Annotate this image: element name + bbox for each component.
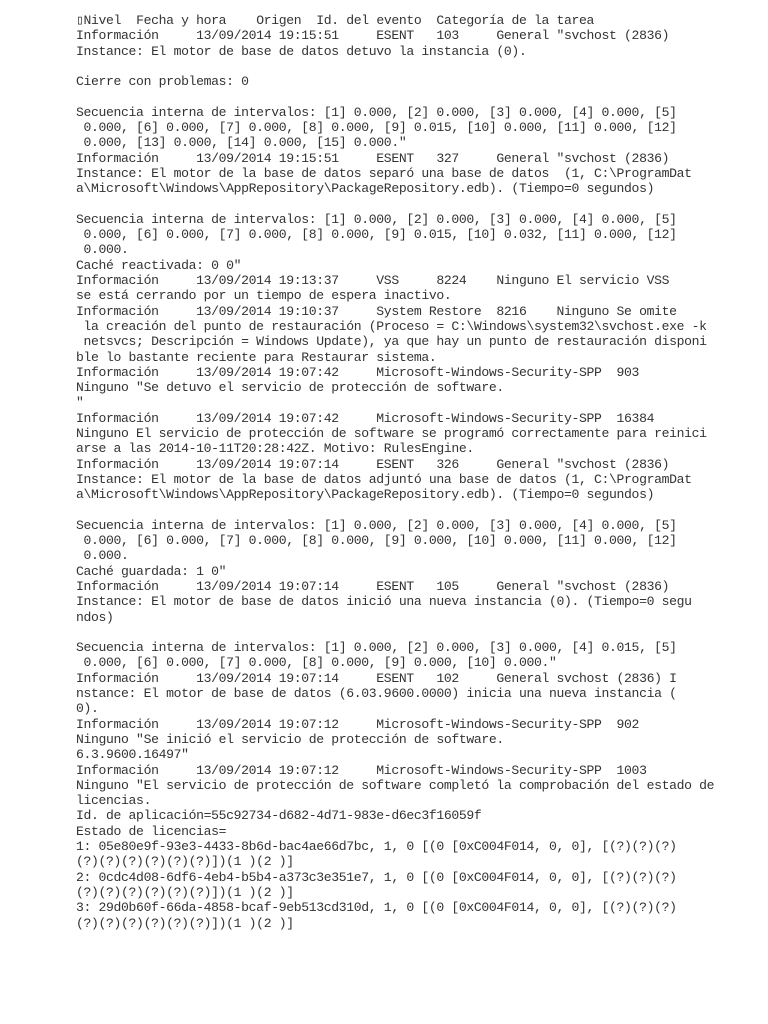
log-line bbox=[76, 625, 766, 640]
log-line bbox=[76, 59, 766, 74]
log-line: Información 13/09/2014 19:07:12 Microsoft-Windows-Security-SPP 1003 bbox=[76, 762, 647, 778]
log-line: Información 13/09/2014 19:07:14 ESENT 326 General "svchost (2836) bbox=[76, 456, 670, 472]
log-line: 0.000. bbox=[76, 548, 129, 564]
log-line: Ninguno El servicio de protección de software se programó correctamente para reinici bbox=[76, 426, 707, 442]
log-line: 1: 05e80e9f-93e3-4433-8b6d-bac4ae66d7bc, 1, 0 [(0 [0xC004F014, 0, 0], [(?)(?)(?) bbox=[76, 839, 677, 855]
log-line: 2: 0cdc4d08-6df6-4eb4-b5b4-a373c3e351e7, 1, 0 [(0 [0xC004F014, 0, 0], [(?)(?)(?) bbox=[76, 869, 677, 885]
log-line: Id. de aplicación=55c92734-d682-4d71-983e-d6ec3f16059f bbox=[76, 808, 482, 824]
log-line: Información 13/09/2014 19:07:42 Microsoft-Windows-Security-SPP 16384 bbox=[76, 410, 655, 426]
log-line: ble lo bastante reciente para Restaurar sistema. bbox=[76, 349, 437, 365]
log-line: Información 13/09/2014 19:07:14 ESENT 105 General "svchost (2836) bbox=[76, 578, 670, 594]
log-line: licencias. bbox=[76, 793, 152, 809]
log-line: Secuencia interna de intervalos: [1] 0.000, [2] 0.000, [3] 0.000, [4] 0.000, [5] bbox=[76, 517, 677, 533]
log-line bbox=[76, 503, 766, 518]
log-line: Ninguno "Se inició el servicio de protección de software. bbox=[76, 731, 504, 747]
log-line: 0.000, [6] 0.000, [7] 0.000, [8] 0.000, [9] 0.000, [10] 0.000, [11] 0.000, [12] bbox=[76, 533, 677, 549]
event-log-text bbox=[76, 13, 766, 931]
log-line: netsvcs; Descripción = Windows Update), ya que hay un punto de restauración disponi bbox=[76, 334, 707, 350]
log-line bbox=[76, 197, 766, 212]
log-line: (?)(?)(?)(?)(?)(?)])(1 )(2 )] bbox=[76, 854, 294, 870]
log-line: 0.000. bbox=[76, 242, 129, 258]
log-line: ndos) bbox=[76, 609, 114, 625]
log-line: Información 13/09/2014 19:07:12 Microsoft-Windows-Security-SPP 902 bbox=[76, 716, 640, 732]
log-line: 0). bbox=[76, 701, 99, 717]
log-line: arse a las 2014-10-11T20:28:42Z. Motivo: RulesEngine. bbox=[76, 441, 474, 457]
log-line: Ninguno "Se detuvo el servicio de protección de software. bbox=[76, 380, 504, 396]
log-line: Instance: El motor de la base de datos separó una base de datos (1, C:\ProgramDat bbox=[76, 165, 692, 181]
log-line: Instance: El motor de base de datos inició una nueva instancia (0). (Tiempo=0 segu bbox=[76, 594, 692, 610]
log-line: la creación del punto de restauración (Proceso = C:\Windows\system32\svchost.exe -k bbox=[76, 318, 707, 334]
log-line: se está cerrando por un tiempo de espera inactivo. bbox=[76, 288, 452, 304]
log-line: Caché guardada: 1 0" bbox=[76, 563, 227, 579]
log-line: Ninguno "El servicio de protección de software completó la comprobación del estado de bbox=[76, 777, 715, 793]
log-line: ▯Nivel Fecha y hora Origen Id. del evento Categoría de la tarea bbox=[76, 13, 595, 28]
log-line: a\Microsoft\Windows\AppRepository\PackageRepository.edb). (Tiempo=0 segundos) bbox=[76, 487, 655, 503]
log-line: Estado de licencias= bbox=[76, 823, 227, 839]
log-line: Instance: El motor de base de datos detuvo la instancia (0). bbox=[76, 43, 527, 59]
log-line: Información 13/09/2014 19:15:51 ESENT 327 General "svchost (2836) bbox=[76, 150, 670, 166]
log-line: Secuencia interna de intervalos: [1] 0.000, [2] 0.000, [3] 0.000, [4] 0.015, [5] bbox=[76, 640, 677, 656]
log-line: Información 13/09/2014 19:10:37 System Restore 8216 Ninguno Se omite bbox=[76, 303, 677, 319]
log-line: Caché reactivada: 0 0" bbox=[76, 257, 242, 273]
log-line: a\Microsoft\Windows\AppRepository\PackageRepository.edb). (Tiempo=0 segundos) bbox=[76, 181, 655, 197]
log-line: Secuencia interna de intervalos: [1] 0.000, [2] 0.000, [3] 0.000, [4] 0.000, [5] bbox=[76, 104, 677, 120]
log-line: Secuencia interna de intervalos: [1] 0.000, [2] 0.000, [3] 0.000, [4] 0.000, [5] bbox=[76, 211, 677, 227]
log-line: (?)(?)(?)(?)(?)(?)])(1 )(2 )] bbox=[76, 884, 294, 900]
log-line: nstance: El motor de base de datos (6.03.9600.0000) inicia una nueva instancia ( bbox=[76, 686, 677, 702]
log-line: 3: 29d0b60f-66da-4858-bcaf-9eb513cd310d, 1, 0 [(0 [0xC004F014, 0, 0], [(?)(?)(?) bbox=[76, 900, 677, 916]
log-line: 0.000, [13] 0.000, [14] 0.000, [15] 0.000." bbox=[76, 135, 407, 151]
log-line: Cierre con problemas: 0 bbox=[76, 74, 249, 90]
log-line: 0.000, [6] 0.000, [7] 0.000, [8] 0.000, [9] 0.015, [10] 0.000, [11] 0.000, [12] bbox=[76, 120, 677, 136]
log-line: (?)(?)(?)(?)(?)(?)])(1 )(2 )] bbox=[76, 915, 294, 931]
log-line: Información 13/09/2014 19:15:51 ESENT 103 General "svchost (2836) bbox=[76, 28, 670, 44]
log-line: Instance: El motor de la base de datos adjuntó una base de datos (1, C:\ProgramDat bbox=[76, 471, 692, 487]
log-line: Información 13/09/2014 19:07:42 Microsoft-Windows-Security-SPP 903 bbox=[76, 364, 640, 380]
log-line: " bbox=[76, 395, 84, 411]
log-line: 0.000, [6] 0.000, [7] 0.000, [8] 0.000, [9] 0.015, [10] 0.032, [11] 0.000, [12] bbox=[76, 227, 677, 243]
log-line: Información 13/09/2014 19:13:37 VSS 8224 Ninguno El servicio VSS bbox=[76, 273, 670, 289]
log-line: Información 13/09/2014 19:07:14 ESENT 102 General svchost (2836) I bbox=[76, 670, 677, 686]
log-line: 6.3.9600.16497" bbox=[76, 747, 189, 763]
log-line bbox=[76, 89, 766, 104]
log-line: 0.000, [6] 0.000, [7] 0.000, [8] 0.000, [9] 0.000, [10] 0.000." bbox=[76, 655, 557, 671]
